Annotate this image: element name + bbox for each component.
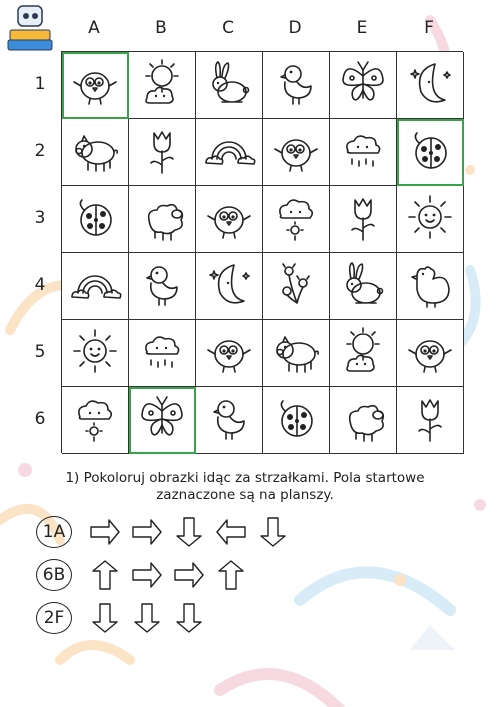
bird-icon	[269, 123, 323, 181]
grid-cell-e5[interactable]	[330, 320, 397, 387]
grid-cell-f5[interactable]	[397, 320, 464, 387]
moon-icon	[403, 56, 457, 114]
grid-cell-d2[interactable]	[263, 119, 330, 186]
sun-clouds-icon	[135, 56, 189, 114]
grid-cell-b4[interactable]	[129, 253, 196, 320]
task-start-badge: 2F	[36, 602, 72, 634]
grid-cell-a6[interactable]	[62, 387, 129, 454]
grid-cell-f1[interactable]	[397, 52, 464, 119]
zabawy-zuzika-logo	[4, 4, 56, 52]
grid-cell-c4[interactable]	[196, 253, 263, 320]
pig-icon	[269, 324, 323, 382]
grid-cell-f2[interactable]	[397, 119, 464, 186]
grid-cell-d3[interactable]	[263, 186, 330, 253]
grid-cell-c6[interactable]	[196, 387, 263, 454]
arrow-down-icon	[172, 515, 206, 549]
arrow-right-icon	[88, 515, 122, 549]
arrow-down-icon	[88, 601, 122, 635]
arrow-down-icon	[256, 515, 290, 549]
arrow-right-icon	[172, 558, 206, 592]
sheep-icon	[135, 190, 189, 248]
grid-cell-d4[interactable]	[263, 253, 330, 320]
arrow-up-icon	[214, 558, 248, 592]
bird-icon	[202, 190, 256, 248]
arrow-down-icon	[130, 601, 164, 635]
row-header-2: 2	[34, 141, 46, 161]
pig-icon	[68, 123, 122, 181]
column-header-a: A	[88, 18, 100, 38]
grid-cell-e4[interactable]	[330, 253, 397, 320]
grid-cell-e1[interactable]	[330, 52, 397, 119]
grid-cell-a3[interactable]	[62, 186, 129, 253]
butterfly-icon	[336, 56, 390, 114]
rain-cloud-icon	[336, 123, 390, 181]
bird-icon	[68, 56, 122, 114]
chick-icon	[269, 56, 323, 114]
column-header-b: B	[155, 18, 167, 38]
moon-icon	[202, 257, 256, 315]
instruction-line-2: zaznaczone są na planszy.	[156, 487, 334, 503]
flower-cloud-icon	[269, 190, 323, 248]
grid-cell-c3[interactable]	[196, 186, 263, 253]
grid-cell-e6[interactable]	[330, 387, 397, 454]
arrow-down-icon	[172, 601, 206, 635]
arrow-right-icon	[130, 558, 164, 592]
task-row-6b	[36, 555, 248, 595]
grid-cell-a5[interactable]	[62, 320, 129, 387]
grid-cell-f3[interactable]	[397, 186, 464, 253]
column-header-c: C	[222, 18, 234, 38]
bird-icon	[403, 324, 457, 382]
grid-cell-a2[interactable]	[62, 119, 129, 186]
instruction-line-1: 1) Pokoloruj obrazki idąc za strzałkami. Pola startowe	[65, 470, 425, 486]
rainbow-icon	[202, 123, 256, 181]
column-header-f: F	[424, 18, 434, 38]
column-header-e: E	[356, 18, 368, 38]
grid-cell-f4[interactable]	[397, 253, 464, 320]
task-start-badge: 1A	[36, 516, 72, 548]
ladybug-icon	[68, 190, 122, 248]
grid-cell-e3[interactable]	[330, 186, 397, 253]
grid-cell-d6[interactable]	[263, 387, 330, 454]
grid-cell-b2[interactable]	[129, 119, 196, 186]
butterfly-icon	[135, 391, 189, 449]
grid-cell-b5[interactable]	[129, 320, 196, 387]
picture-grid	[61, 51, 463, 453]
rainbow-icon	[68, 257, 122, 315]
grid-cell-a4[interactable]	[62, 253, 129, 320]
arrow-right-icon	[130, 515, 164, 549]
rabbit-icon	[336, 257, 390, 315]
grid-cell-b1[interactable]	[129, 52, 196, 119]
tulip-icon	[403, 391, 457, 449]
grid-cell-d5[interactable]	[263, 320, 330, 387]
row-header-6: 6	[34, 409, 46, 429]
task-start-badge: 6B	[36, 559, 72, 591]
instruction-text	[60, 470, 430, 504]
grid-cell-a1[interactable]	[62, 52, 129, 119]
row-header-1: 1	[34, 74, 46, 94]
ladybug-icon	[403, 123, 457, 181]
grid-cell-c2[interactable]	[196, 119, 263, 186]
chick-icon	[202, 391, 256, 449]
ladybug-icon	[269, 391, 323, 449]
column-header-d: D	[288, 18, 302, 38]
bird-icon	[202, 324, 256, 382]
sun-clouds-icon	[336, 324, 390, 382]
rain-cloud-icon	[135, 324, 189, 382]
hen-icon	[403, 257, 457, 315]
row-header-4: 4	[34, 275, 46, 295]
row-header-5: 5	[34, 342, 46, 362]
arrow-up-icon	[88, 558, 122, 592]
rabbit-icon	[202, 56, 256, 114]
grid-cell-f6[interactable]	[397, 387, 464, 454]
grid-cell-c1[interactable]	[196, 52, 263, 119]
flowers-icon	[269, 257, 323, 315]
grid-cell-e2[interactable]	[330, 119, 397, 186]
task-row-2f	[36, 598, 206, 638]
tulip-icon	[135, 123, 189, 181]
grid-cell-b3[interactable]	[129, 186, 196, 253]
chick-icon	[135, 257, 189, 315]
row-header-3: 3	[34, 208, 46, 228]
sun-icon	[403, 190, 457, 248]
grid-cell-b6[interactable]	[129, 387, 196, 454]
grid-cell-c5[interactable]	[196, 320, 263, 387]
arrow-left-icon	[214, 515, 248, 549]
sun-icon	[68, 324, 122, 382]
tulip-icon	[336, 190, 390, 248]
flower-cloud-icon	[68, 391, 122, 449]
grid-cell-d1[interactable]	[263, 52, 330, 119]
sheep-icon	[336, 391, 390, 449]
task-row-1a	[36, 512, 290, 552]
